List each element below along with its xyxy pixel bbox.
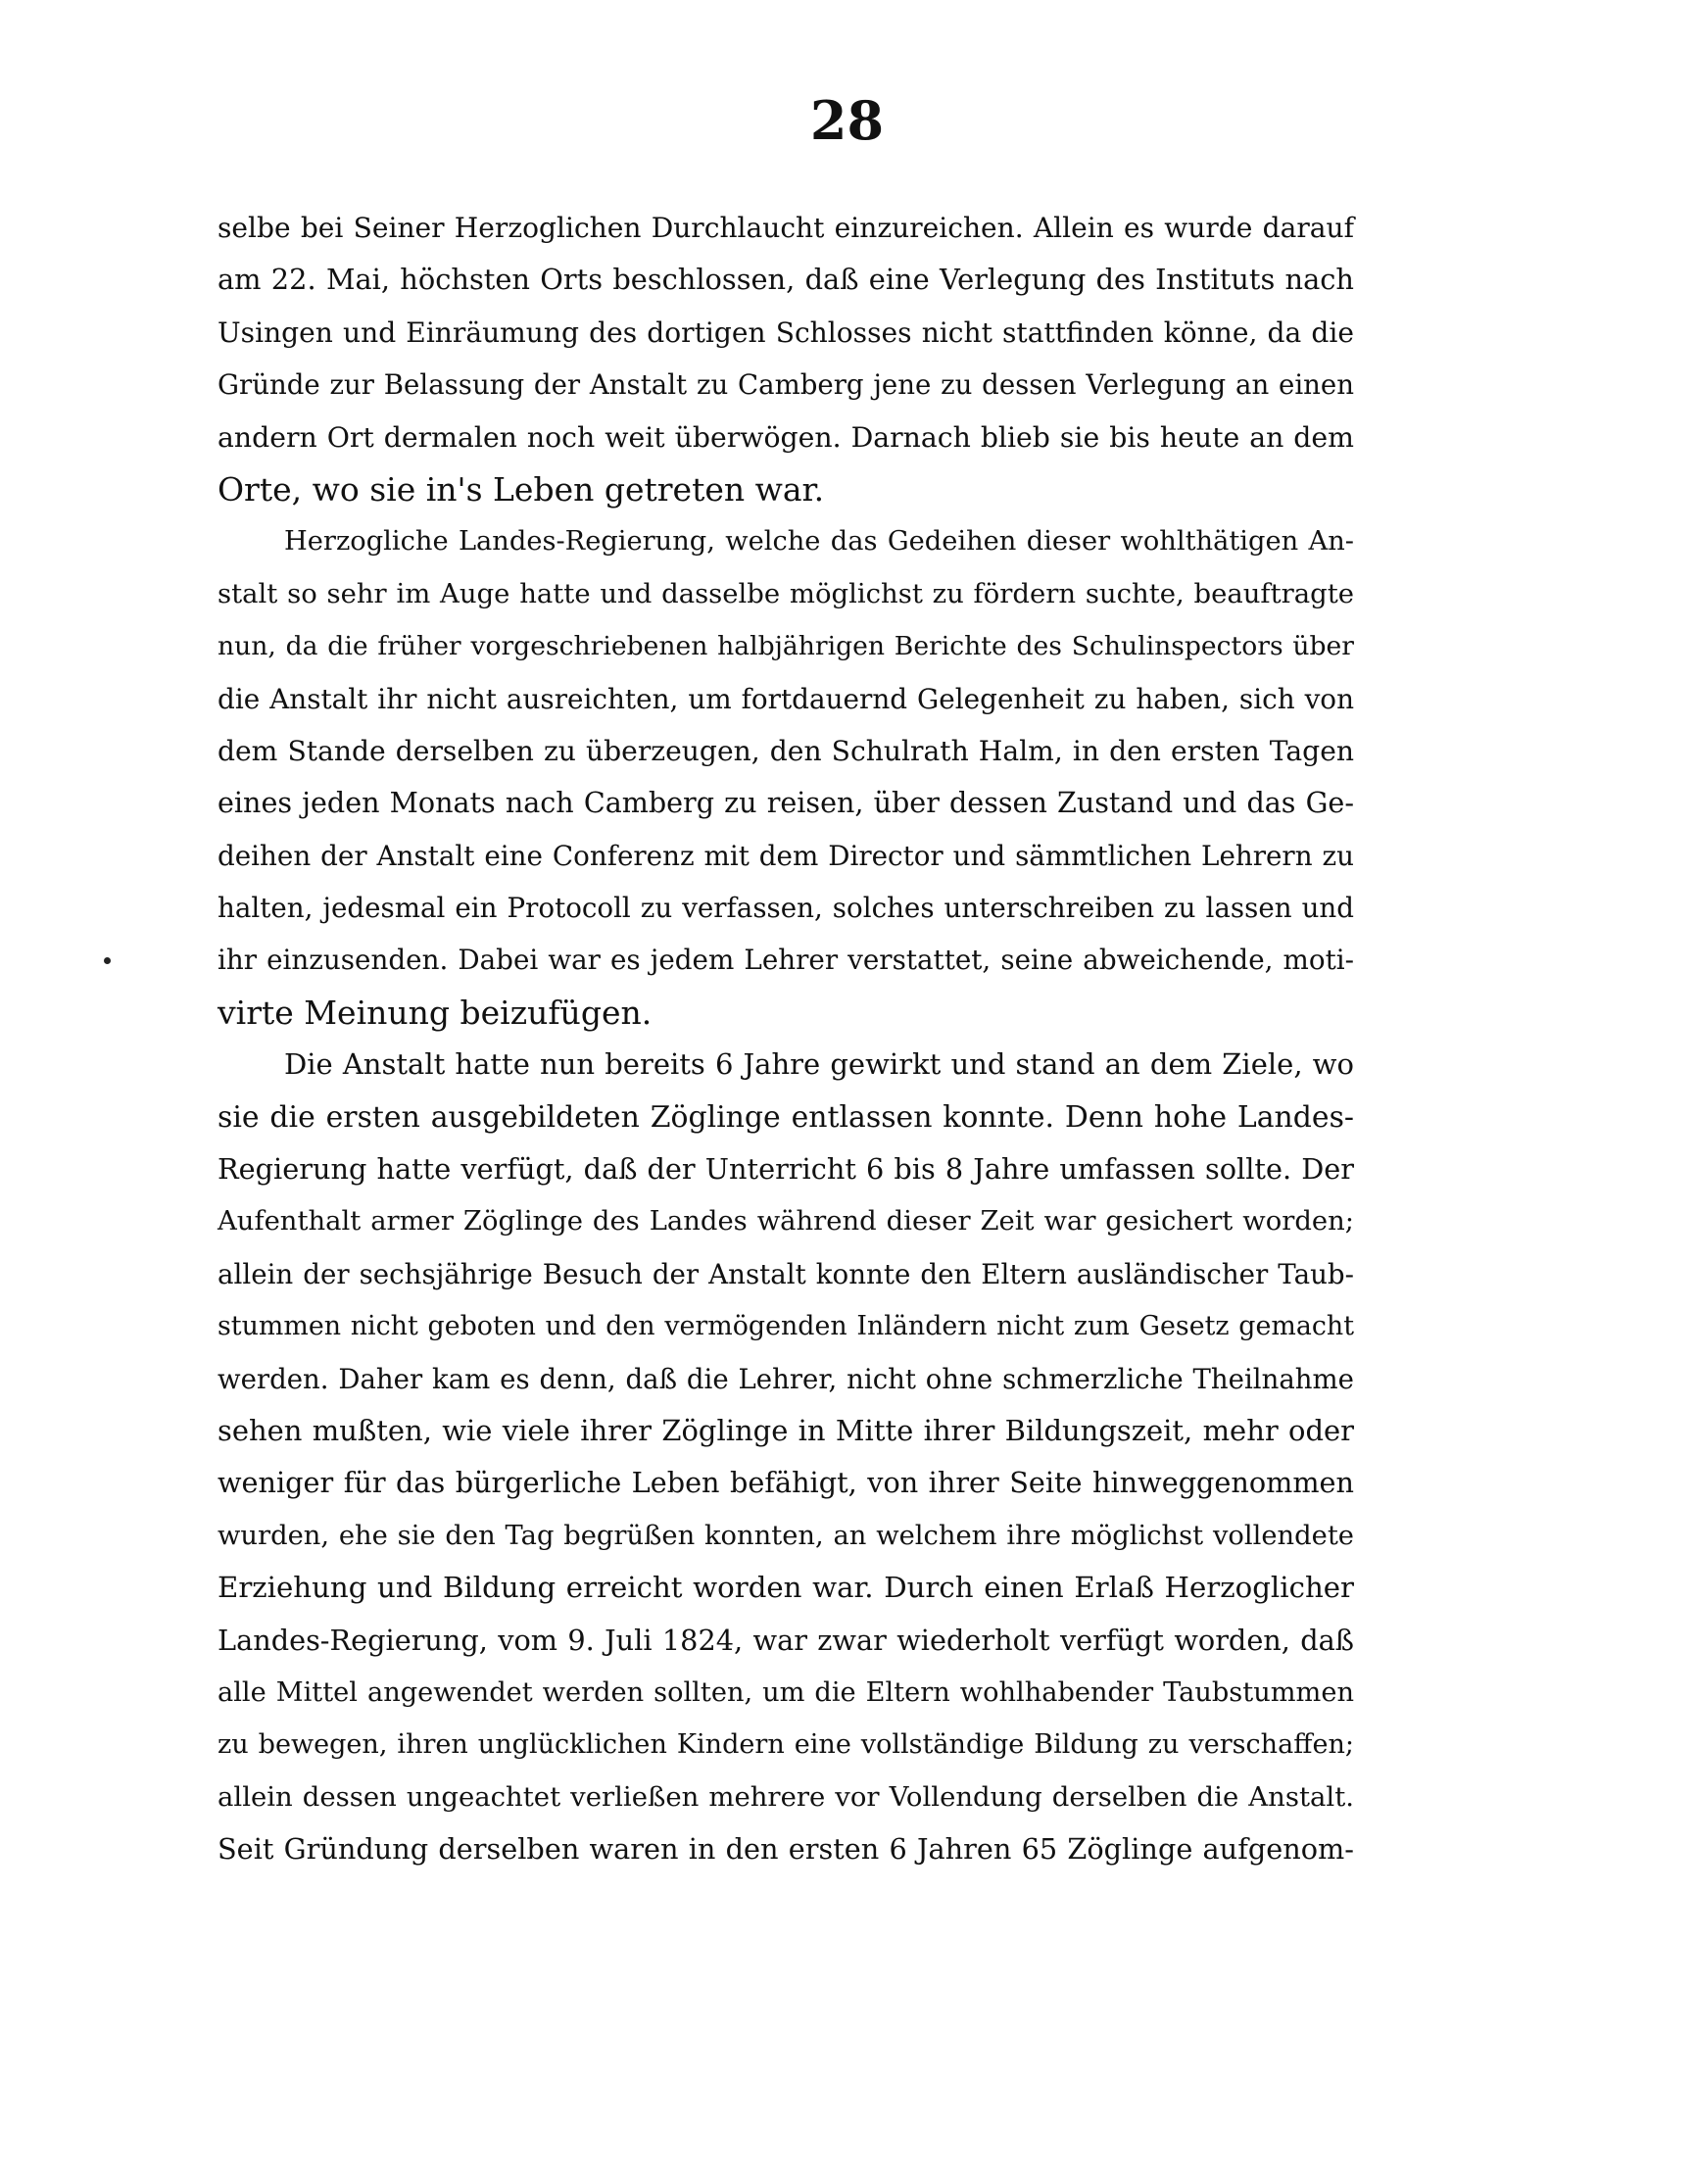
text-line: selbe bei Seiner Herzoglichen Durchlaucht einzureichen. Allein es wurde darauf xyxy=(218,212,1354,244)
text-line: weniger für das bürgerliche Leben befähigt, von ihrer Seite hinweggenommen xyxy=(218,1466,1354,1500)
page-number: 28 xyxy=(809,89,885,152)
text-line: sehen mußten, wie viele ihrer Zöglinge in Mitte ihrer Bildungszeit, mehr oder xyxy=(218,1413,1354,1447)
text-line: ihr einzusenden. Dabei war es jedem Lehrer verstattet, seine abweichende, moti- xyxy=(218,944,1354,977)
text-line: Seit Gründung derselben waren in den ersten 6 Jahren 65 Zöglinge aufgenom- xyxy=(218,1832,1354,1867)
text-line: Orte, wo sie in's Leben getreten war. xyxy=(218,469,825,509)
body-text xyxy=(218,202,1354,1876)
text-line: Herzogliche Landes-Regierung, welche das Gedeihen dieser wohlthätigen An- xyxy=(284,526,1354,558)
text-line: Landes-Regierung, vom 9. Juli 1824, war zwar wiederholt verfügt worden, daß xyxy=(218,1623,1354,1657)
text-line: alle Mittel angewendet werden sollten, um die Eltern wohlhabender Taubstummen xyxy=(218,1676,1354,1708)
text-line: dem Stande derselben zu überzeugen, den Schulrath Halm, in den ersten Tagen xyxy=(218,734,1354,767)
text-line: Regierung hatte verfügt, daß der Unterricht 6 bis 8 Jahre umfassen sollte. Der xyxy=(218,1152,1354,1187)
text-line: deihen der Anstalt eine Conferenz mit dem Director und sämmtlichen Lehrern zu xyxy=(218,839,1354,872)
text-line: stummen nicht geboten und den vermögenden Inländern nicht zum Gesetz gemacht xyxy=(218,1311,1354,1342)
text-line: zu bewegen, ihren unglücklichen Kindern eine vollständige Bildung zu verschaffen; xyxy=(218,1729,1354,1761)
text-line: wurden, ehe sie den Tag begrüßen konnten, an welchem ihre möglichst vollendete xyxy=(218,1520,1354,1551)
text-line: sie die ersten ausgebildeten Zöglinge entlassen konnte. Denn hohe Landes- xyxy=(218,1099,1354,1135)
text-line: am 22. Mai, höchsten Orts beschlossen, daß eine Verlegung des Instituts nach xyxy=(218,263,1354,297)
text-line: nun, da die früher vorgeschriebenen halbjährigen Berichte des Schulinspectors über xyxy=(218,631,1354,662)
text-line: werden. Daher kam es denn, daß die Lehrer, nicht ohne schmerzliche Theilnahme xyxy=(218,1362,1354,1395)
margin-mark xyxy=(104,957,111,964)
text-line: Die Anstalt hatte nun bereits 6 Jahre gewirkt und stand an dem Ziele, wo xyxy=(284,1047,1354,1082)
text-line: Usingen und Einräumung des dortigen Schlosses nicht stattfinden könne, da die xyxy=(218,315,1354,349)
text-line: Erziehung und Bildung erreicht worden war. Durch einen Erlaß Herzoglicher xyxy=(218,1571,1354,1605)
text-line: eines jeden Monats nach Camberg zu reisen, über dessen Zustand und das Ge- xyxy=(218,786,1354,820)
text-line: allein dessen ungeachtet verließen mehrere vor Vollendung derselben die Anstalt. xyxy=(218,1780,1354,1813)
text-line: Gründe zur Belassung der Anstalt zu Camberg jene zu dessen Verlegung an einen xyxy=(218,368,1354,402)
text-line: halten, jedesmal ein Protocoll zu verfassen, solches unterschreiben zu lassen und xyxy=(218,892,1354,925)
text-line: stalt so sehr im Auge hatte und dasselbe möglichst zu fördern suchte, beauftragte xyxy=(218,577,1354,609)
text-line: Aufenthalt armer Zöglinge des Landes während dieser Zeit war gesichert worden; xyxy=(218,1206,1354,1238)
text-line: andern Ort dermalen noch weit überwögen. Darnach blieb sie bis heute an dem xyxy=(218,420,1354,454)
text-line: virte Meinung beizufügen. xyxy=(218,993,653,1032)
text-line: allein der sechsjährige Besuch der Anstalt konnte den Eltern ausländischer Taub- xyxy=(218,1257,1354,1290)
text-line: die Anstalt ihr nicht ausreichten, um fortdauernd Gelegenheit zu haben, sich von xyxy=(218,682,1354,715)
